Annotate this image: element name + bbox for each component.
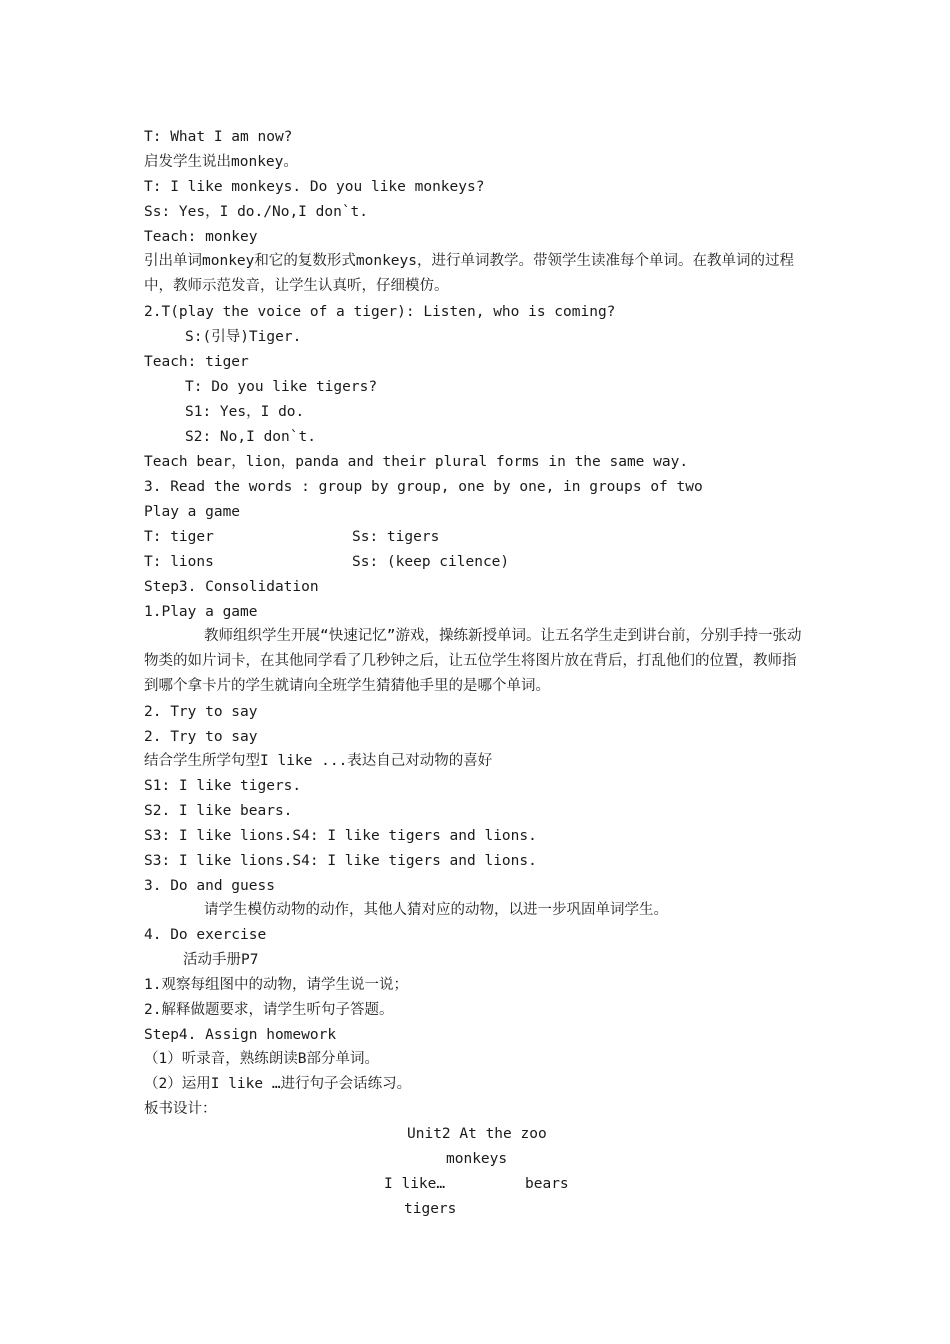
teach-line: Teach bear，lion，panda and their plural forms in the same way. <box>144 454 689 470</box>
instruction-line: 启发学生说出monkey。 <box>144 154 298 170</box>
activity-title: 2. Try to say <box>144 729 258 745</box>
dialogue-line: S2: No,I don`t. <box>185 429 316 445</box>
teach-line: Teach: tiger <box>144 354 249 370</box>
instruction-line: 1.观察每组图中的动物，请学生说一说； <box>144 977 408 993</box>
step-line: 3. Read the words : group by group, one by one, in groups of two <box>144 479 703 495</box>
dialogue-line: Ss: Yes，I do./No,I don`t. <box>144 204 369 220</box>
board-word-bears: bears <box>525 1176 569 1192</box>
instruction-line: 结合学生所学句型I like ...表达自己对动物的喜好 <box>144 753 493 769</box>
instruction-line: 2.解释做题要求，请学生听句子答题。 <box>144 1002 394 1018</box>
homework-item: （2）运用I like …进行句子会话练习。 <box>144 1076 412 1092</box>
board-title: Unit2 At the zoo <box>407 1126 547 1142</box>
game-student-line: Ss: tigers <box>352 529 440 545</box>
instruction-line: 请学生模仿动物的动作，其他人猜对应的动物，以进一步巩固单词学生。 <box>204 902 668 918</box>
dialogue-line: S3: I like lions.S4: I like tigers and lions. <box>144 828 537 844</box>
game-student-line: Ss: (keep cilence) <box>352 554 510 570</box>
instruction-paragraph: 教师组织学生开展“快速记忆”游戏，操练新授单词。让五名学生走到讲台前，分别手持一张动物类的如片词卡，在其他同学看了几秒钟之后，让五位学生将图片放在背后，打乱他们的位置，教师指到哪个拿卡片的学生就请向全班学生猜猜他手里的是哪个单词。 <box>144 628 802 694</box>
board-design-label: 板书设计： <box>144 1101 217 1117</box>
dialogue-line: T: Do you like tigers? <box>185 379 378 395</box>
activity-title: Play a game <box>144 504 241 520</box>
dialogue-line: S2. I like bears. <box>144 803 293 819</box>
step-heading: Step4. Assign homework <box>144 1027 337 1043</box>
dialogue-line: S1: I like tigers. <box>144 778 302 794</box>
board-word-monkeys: monkeys <box>446 1151 508 1167</box>
game-teacher-line: T: tiger <box>144 529 214 545</box>
step-line: 2.T(play the voice of a tiger): Listen, who is coming? <box>144 304 616 320</box>
dialogue-line: S3: I like lions.S4: I like tigers and lions. <box>144 853 537 869</box>
activity-title: 4. Do exercise <box>144 927 267 943</box>
step-heading: Step3. Consolidation <box>144 579 319 595</box>
dialogue-line: S1: Yes，I do. <box>185 404 305 420</box>
game-teacher-line: T: lions <box>144 554 214 570</box>
board-word-tigers: tigers <box>404 1201 457 1217</box>
activity-title: 3. Do and guess <box>144 878 275 894</box>
dialogue-line: T: What I am now? <box>144 129 293 145</box>
instruction-paragraph: 引出单词monkey和它的复数形式monkeys，进行单词教学。带领学生读准每个单词。在教单词的过程中，教师示范发音，让学生认真听，仔细模仿。 <box>144 253 794 294</box>
teach-line: Teach: monkey <box>144 229 258 245</box>
instruction-line: 活动手册P7 <box>183 952 259 968</box>
dialogue-line: S:(引导)Tiger. <box>185 329 302 345</box>
activity-title: 1.Play a game <box>144 604 258 620</box>
activity-title: 2. Try to say <box>144 704 258 720</box>
dialogue-line: T: I like monkeys. Do you like monkeys? <box>144 179 485 195</box>
board-phrase-i-like: I like… <box>384 1176 446 1192</box>
homework-item: （1）听录音，熟练朗读B部分单词。 <box>144 1051 379 1067</box>
